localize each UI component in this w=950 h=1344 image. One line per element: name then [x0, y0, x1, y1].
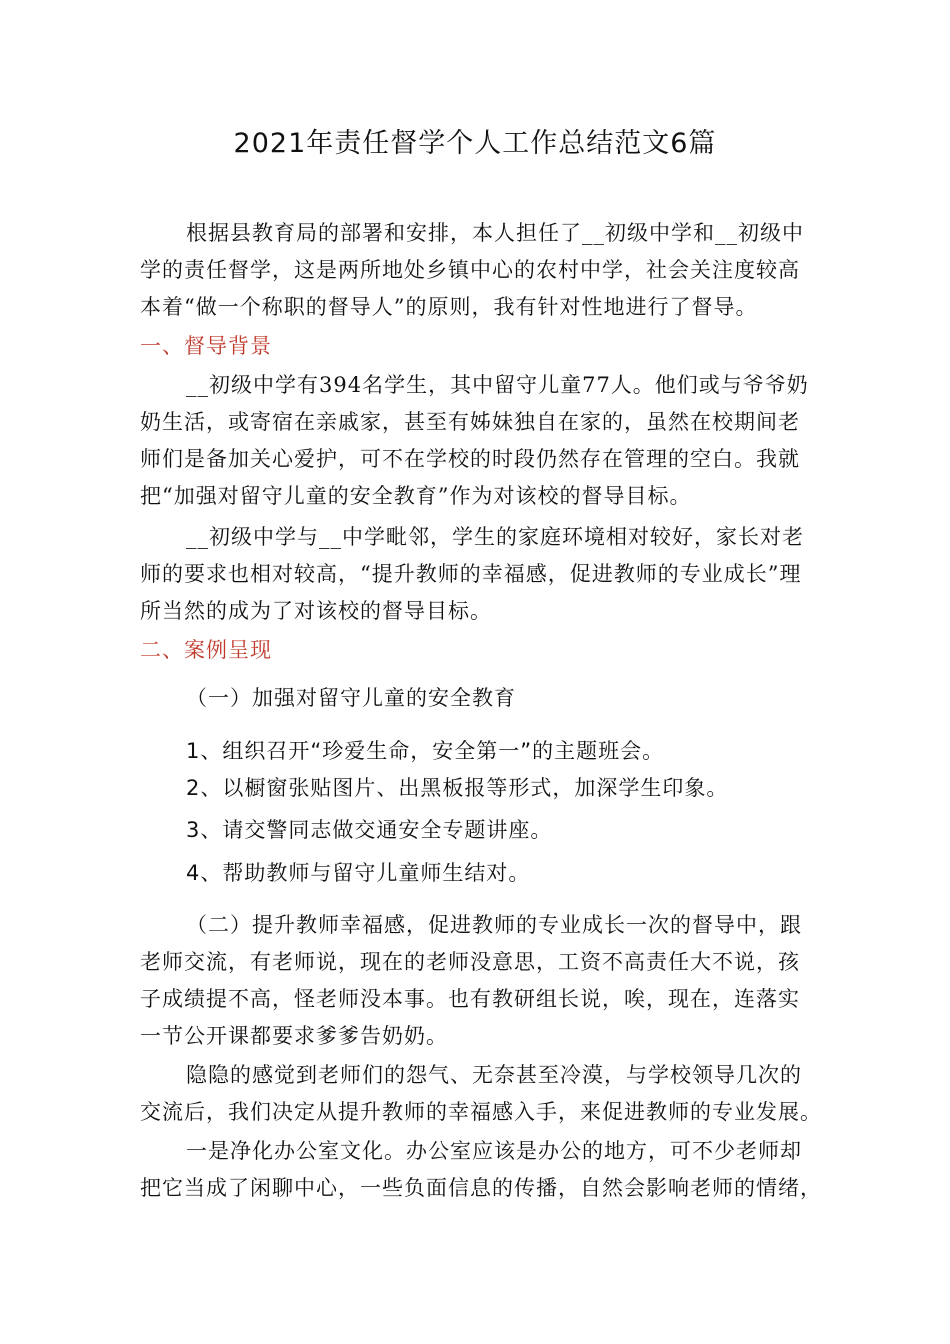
paragraph-line: 把它当成了闲聊中心，一些负面信息的传播，自然会影响老师的情绪， [140, 1176, 822, 1200]
list-item: 1、组织召开“珍爱生命，安全第一”的主题班会。 [186, 739, 665, 763]
list-item: 2、以橱窗张贴图片、出黑板报等形式，加深学生印象。 [186, 776, 729, 800]
subsection-heading-safety: （一）加强对留守儿童的安全教育 [186, 686, 516, 710]
paragraph-line: 所当然的成为了对该校的督导目标。 [140, 599, 492, 623]
document-title: 2021年责任督学个人工作总结范文6篇 [233, 128, 717, 159]
paragraph-line: 师们是备加关心爱护，可不在学校的时段仍然存在管理的空白。我就 [140, 447, 800, 471]
paragraph-line: 奶生活，或寄宿在亲戚家，甚至有姊妹独自在家的，虽然在校期间老 [140, 410, 800, 434]
paragraph-line: 一是净化办公室文化。办公室应该是办公的地方，可不少老师却 [186, 1139, 802, 1163]
list-item: 4、帮助教师与留守儿童师生结对。 [186, 861, 531, 885]
paragraph-line: 师的要求也相对较高，“提升教师的幸福感，促进教师的专业成长”理 [140, 562, 802, 586]
paragraph-line: 一节公开课都要求爹爹告奶奶。 [140, 1024, 448, 1048]
section-heading-background: 一、督导背景 [140, 334, 272, 358]
paragraph-line: __初级中学有394名学生，其中留守儿童77人。他们或与爷爷奶 [186, 373, 809, 397]
paragraph-line: 子成绩提不高，怪老师没本事。也有教研组长说，唉，现在，连落实 [140, 987, 800, 1011]
paragraph-line: 本着“做一个称职的督导人”的原则，我有针对性地进行了督导。 [140, 295, 758, 319]
subsection-heading-teachers: （二）提升教师幸福感，促进教师的专业成长一次的督导中，跟 [186, 913, 802, 937]
paragraph-line: 隐隐的感觉到老师们的怨气、无奈甚至冷漠，与学校领导几次的 [186, 1063, 802, 1087]
paragraph-line: 交流后，我们决定从提升教师的幸福感入手，来促进教师的专业发展。 [140, 1100, 822, 1124]
paragraph-line: 学的责任督学，这是两所地处乡镇中心的农村中学，社会关注度较高 [140, 258, 800, 282]
paragraph-line: __初级中学与__中学毗邻，学生的家庭环境相对较好，家长对老 [186, 525, 804, 549]
paragraph-line: 把“加强对留守儿童的安全教育”作为对该校的督导目标。 [140, 484, 692, 508]
paragraph-line: 老师交流，有老师说，现在的老师没意思，工资不高责任大不说，孩 [140, 950, 800, 974]
list-item: 3、请交警同志做交通安全专题讲座。 [186, 818, 553, 842]
paragraph-line: 根据县教育局的部署和安排，本人担任了__初级中学和__初级中 [186, 221, 804, 245]
section-heading-cases: 二、案例呈现 [140, 638, 272, 662]
